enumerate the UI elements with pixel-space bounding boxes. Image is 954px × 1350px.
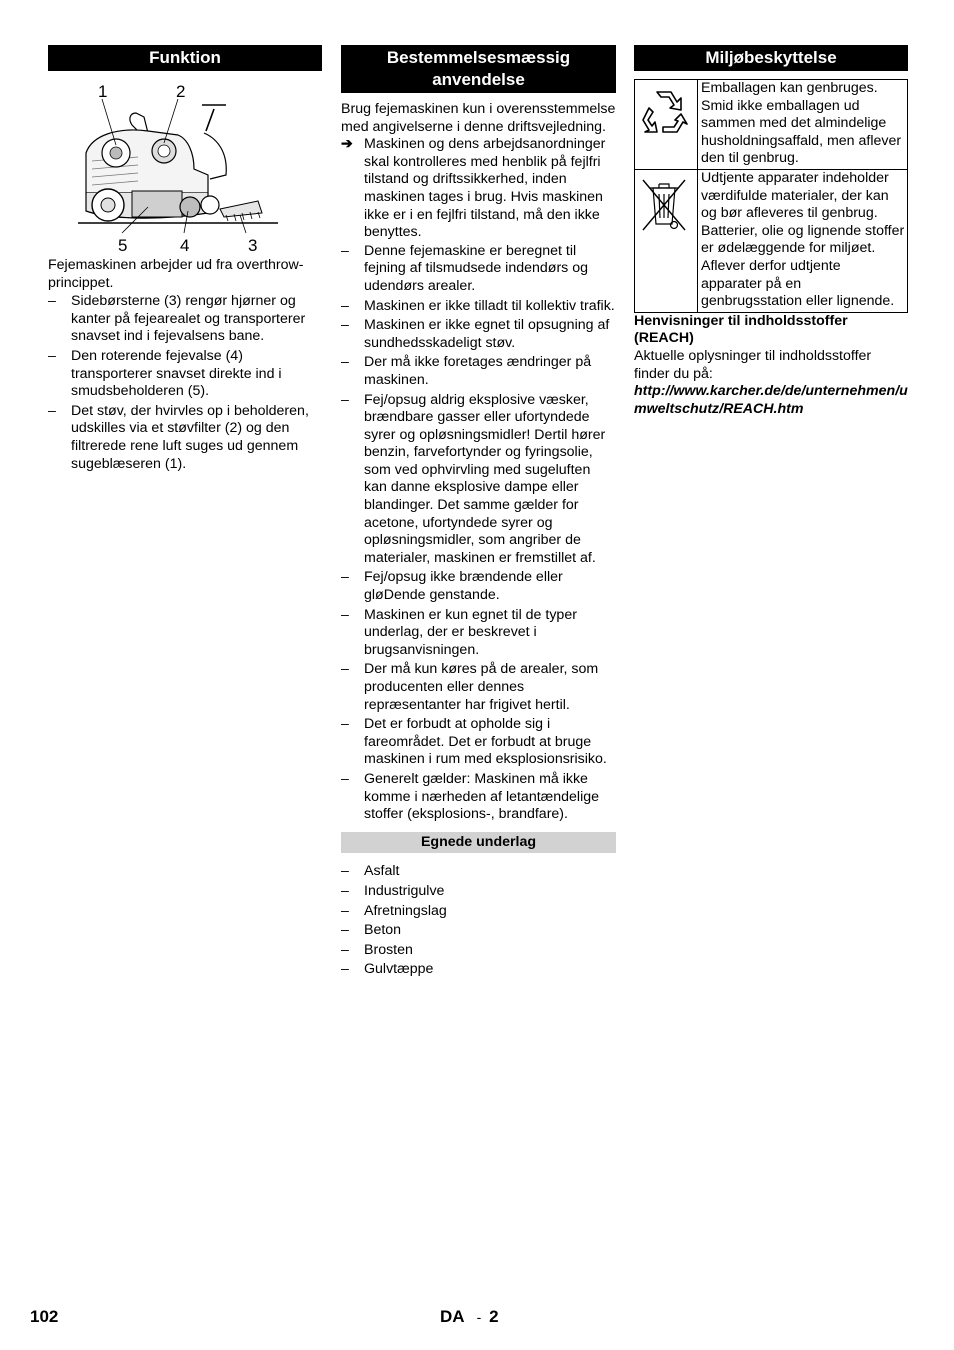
section-title-bestemmelse: Bestemmelsesmæssig anvendelse xyxy=(341,45,616,93)
figure-label-4: 4 xyxy=(180,236,190,255)
list-item: – Industrigulve xyxy=(341,882,445,899)
list-item: – Sidebørsterne (3) rengør hjørner og kanter på fejearealet og transporterer snavset ind i fejevalsens bane. xyxy=(48,293,306,345)
bestemmelse-intro: Brug fejemaskinen kun i overensstemmelse med angivelserne i denne driftsvejledning. xyxy=(341,101,616,135)
list-item: – Asfalt xyxy=(341,863,400,880)
funktion-list xyxy=(48,293,322,473)
list-item: – Denne fejemaskine er beregnet til fejning af tilsmudsede indendørs og udendørs arealer. xyxy=(341,242,588,294)
list-item: – Generelt gælder: Maskinen må ikke komme i nærheden af letantændelige stoffer (eksplosions-, brandfare). xyxy=(341,770,600,823)
recycle-icon xyxy=(637,84,691,138)
sweeper-diagram xyxy=(78,83,278,255)
footer-lang-page: DA - 2 xyxy=(440,1307,499,1326)
figure-label-2: 2 xyxy=(176,82,186,101)
figure-label-1: 1 xyxy=(98,82,108,101)
reach-link[interactable]: http://www.karcher.de/de/unternehmen/umweltschutz/REACH.htm xyxy=(634,383,908,417)
list-item: – Maskinen er ikke egnet til opsugning af sundhedsskadeligt støv. xyxy=(341,317,610,351)
sweeper-illustration xyxy=(78,83,278,255)
figure-label-5: 5 xyxy=(118,236,128,255)
funktion-intro: Fejemaskinen arbejder ud fra overthrow-princippet. xyxy=(48,257,304,291)
section-title-funktion: Funktion xyxy=(48,45,322,71)
reach-title: Henvisninger til indholdsstoffer (REACH) xyxy=(634,312,848,347)
reach-text: Aktuelle oplysninger til indholdsstoffer finder du på: xyxy=(634,347,872,382)
table-row xyxy=(635,169,908,312)
list-item: – Der må ikke foretages ændringer på maskinen. xyxy=(341,354,592,388)
list-item: – Den roterende fejevalse (4) transporterer snavset direkte ind i smudsbeholderen (5). xyxy=(48,347,282,400)
weee-cell xyxy=(635,169,698,312)
list-item: – Fej/opsug ikke brændende eller gløDende genstande. xyxy=(341,569,563,604)
underlag-list xyxy=(341,863,616,979)
list-item: – Brosten xyxy=(341,941,413,958)
crossed-bin-icon xyxy=(637,174,691,234)
list-item: – Det er forbudt at opholde sig i fareområdet. Det er forbudt at bruge maskinen i rum med eksplosionsrisiko. xyxy=(341,716,607,768)
column-funktion xyxy=(48,45,322,475)
list-item: – Der må kun køres på de arealer, som producenten eller dennes repræsentanter har frigivet hertil. xyxy=(341,661,599,713)
list-item: – Maskinen er kun egnet til de typer underlag, der er beskrevet i brugsanvisningen. xyxy=(341,606,577,658)
list-item: – Gulvtæppe xyxy=(341,961,434,978)
weee-text: Udtjente apparater indeholder værdifulde materialer, der kan og bør afleveres til genbrug. Batterier, olie og lignende stoffer er ødelæggende for miljøet. Aflever derfor udtjente apparater på en genbrugsstation eller lignende. xyxy=(698,169,908,312)
column-miljo xyxy=(634,45,908,418)
list-item: – Beton xyxy=(341,922,402,939)
list-item: – Det støv, der hvirvles op i beholderen, udskilles via et støvfilter (2) og den filtrerede rene luft suges ud gennem sugeblæseren (1). xyxy=(48,402,309,472)
environment-table xyxy=(634,79,908,313)
recycle-text: Emballagen kan genbruges. Smid ikke emballagen ud sammen med det almindelige husholdningsaffald, men aflever den til genbrug. xyxy=(698,80,908,170)
column-bestemmelse xyxy=(341,45,616,981)
arrow-right-icon: ➔ xyxy=(341,136,353,153)
recycle-cell xyxy=(635,80,698,170)
figure-label-3: 3 xyxy=(248,236,258,255)
table-row xyxy=(635,80,908,170)
subsection-title-underlag: Egnede underlag xyxy=(341,832,616,854)
list-item: – Maskinen er ikke tilladt til kollektiv trafik. xyxy=(341,297,615,314)
arrow-note: ➔ Maskinen og dens arbejdsanordninger skal kontrolleres med henblik på fejlfri tilstand og driftssikkerhed, inden maskinen tages i brug. Hvis maskinen ikke er i en fejlfri tilstand, må den ikke benyttes. xyxy=(341,136,606,241)
page-number: 102 xyxy=(30,1307,59,1326)
list-item: – Afretningslag xyxy=(341,902,447,919)
list-item: – Fej/opsug aldrig eksplosive væsker, brændbare gasser eller ufortyndede syrer og opløsningsmidler! Dertil hører benzin, farvefortynder og fyringsolie, som ved ophvirvling med sugeluften kan danne eksplosive dampe eller blandinger. Det samme gælder for acetone, ufortyndede syrer og opløsningsmidler, som angriber de materialer, maskinen er fremstillet af. xyxy=(341,391,606,566)
section-title-miljo: Miljøbeskyttelse xyxy=(634,45,908,71)
bestemmelse-list xyxy=(341,243,616,824)
